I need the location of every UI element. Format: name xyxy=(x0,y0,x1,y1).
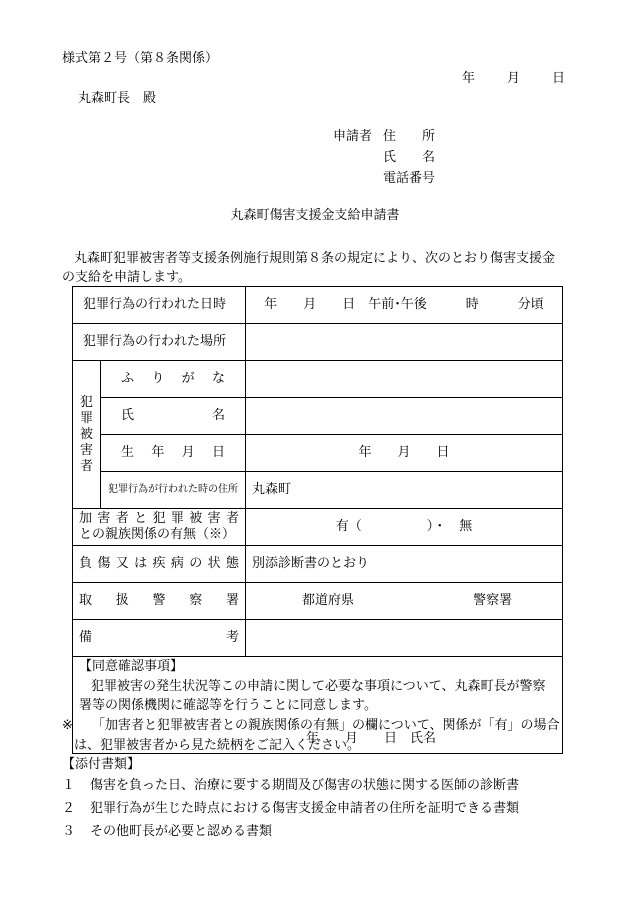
consent-sign-line[interactable]: 年 月 日 氏名 xyxy=(306,731,437,746)
relation-label: 加害者と犯罪被害者 との親族関係の有無（※） xyxy=(73,509,246,546)
crime-place-field[interactable] xyxy=(246,324,563,361)
remarks-row xyxy=(73,620,563,657)
consent-title: 【同意確認事項】 xyxy=(79,659,184,674)
applicant-block xyxy=(333,129,443,192)
victim-name-label: 氏名 xyxy=(101,398,246,435)
note-symbol: ※ xyxy=(62,718,73,733)
victim-name-row xyxy=(73,398,563,435)
form-number: 様式第２号（第８条関係） xyxy=(62,51,219,66)
injury-row xyxy=(73,546,563,583)
note xyxy=(62,716,572,756)
attachments-heading: 【添付書類】 xyxy=(62,757,141,772)
attachments-list xyxy=(62,778,519,847)
crime-datetime-row xyxy=(73,287,563,324)
police-field[interactable] xyxy=(246,583,563,620)
birthdate-label: 生年月日 xyxy=(101,435,246,472)
address-at-crime-row xyxy=(73,472,563,509)
remarks-label: 備考 xyxy=(73,620,246,657)
address-at-crime-label: 犯罪行為が行われた時の住所 xyxy=(101,472,246,509)
relation-row xyxy=(73,509,563,546)
attachment-item: ３ その他町長が必要と認める書類 xyxy=(62,824,273,839)
applicant-name-label: 氏 名 xyxy=(383,150,436,165)
attachment-item: ２ 犯罪行為が生じた時点における傷害支援金申請者の住所を証明できる書類 xyxy=(62,801,520,816)
victim-group-label: 犯 罪 被 害 者 xyxy=(73,361,101,509)
birthdate-field[interactable]: 年 月 日 xyxy=(246,435,563,472)
applicant-lead-label: 申請者 xyxy=(333,129,373,144)
date-line xyxy=(462,71,565,87)
date-month-label: 月 xyxy=(507,71,521,86)
note-line-1: 「加害者と犯罪被害者との親族関係の有無」の欄について、関係が「有」の場合 xyxy=(92,718,560,733)
furigana-field[interactable] xyxy=(246,361,563,398)
injury-field[interactable]: 別添診断書のとおり xyxy=(246,546,563,583)
address-at-crime-field[interactable]: 丸森町 xyxy=(246,472,563,509)
furigana-label: ふりがな xyxy=(101,361,246,398)
application-table xyxy=(72,286,563,754)
consent-body: 犯罪被害の発生状況等この申請に関して必要な事項について、丸森町長が警察署等の関係機関に確認等を行うことに同意します。 xyxy=(79,679,546,713)
addressee: 丸森町長 殿 xyxy=(78,91,157,106)
document-title: 丸森町傷害支援金支給申請書 xyxy=(230,208,400,223)
furigana-row xyxy=(73,361,563,398)
birthdate-row xyxy=(73,435,563,472)
note-line-2: は、犯罪被害者から見た続柄をご記入ください。 xyxy=(74,738,361,753)
police-prefecture-label: 都道府県 xyxy=(302,593,355,608)
crime-datetime-label: 犯罪行為の行われた日時 xyxy=(73,287,246,324)
date-day-label: 日 xyxy=(552,71,566,86)
remarks-field[interactable] xyxy=(246,620,563,657)
crime-place-label: 犯罪行為の行われた場所 xyxy=(73,324,246,361)
police-row xyxy=(73,583,563,620)
attachment-item: １ 傷害を負った日、治療に要する期間及び傷害の状態に関する医師の診断書 xyxy=(62,778,520,793)
intro-paragraph: 丸森町犯罪被害者等支援条例施行規則第８条の規定により、次のとおり傷害支援金の支給を申請します。 xyxy=(62,251,556,285)
police-label: 取扱警察署 xyxy=(73,583,246,620)
applicant-phone-label: 電話番号 xyxy=(383,171,436,186)
applicant-address-label: 住 所 xyxy=(383,129,436,144)
relation-field[interactable]: 有（ ）・ 無 xyxy=(246,509,563,546)
injury-label: 負傷又は疾病の状態 xyxy=(73,546,246,583)
police-station-label: 警察署 xyxy=(473,593,513,608)
victim-name-field[interactable] xyxy=(246,398,563,435)
date-year-label: 年 xyxy=(462,71,476,86)
crime-datetime-field[interactable]: 年 月 日 午前･午後 時 分頃 xyxy=(246,287,563,324)
crime-place-row xyxy=(73,324,563,361)
